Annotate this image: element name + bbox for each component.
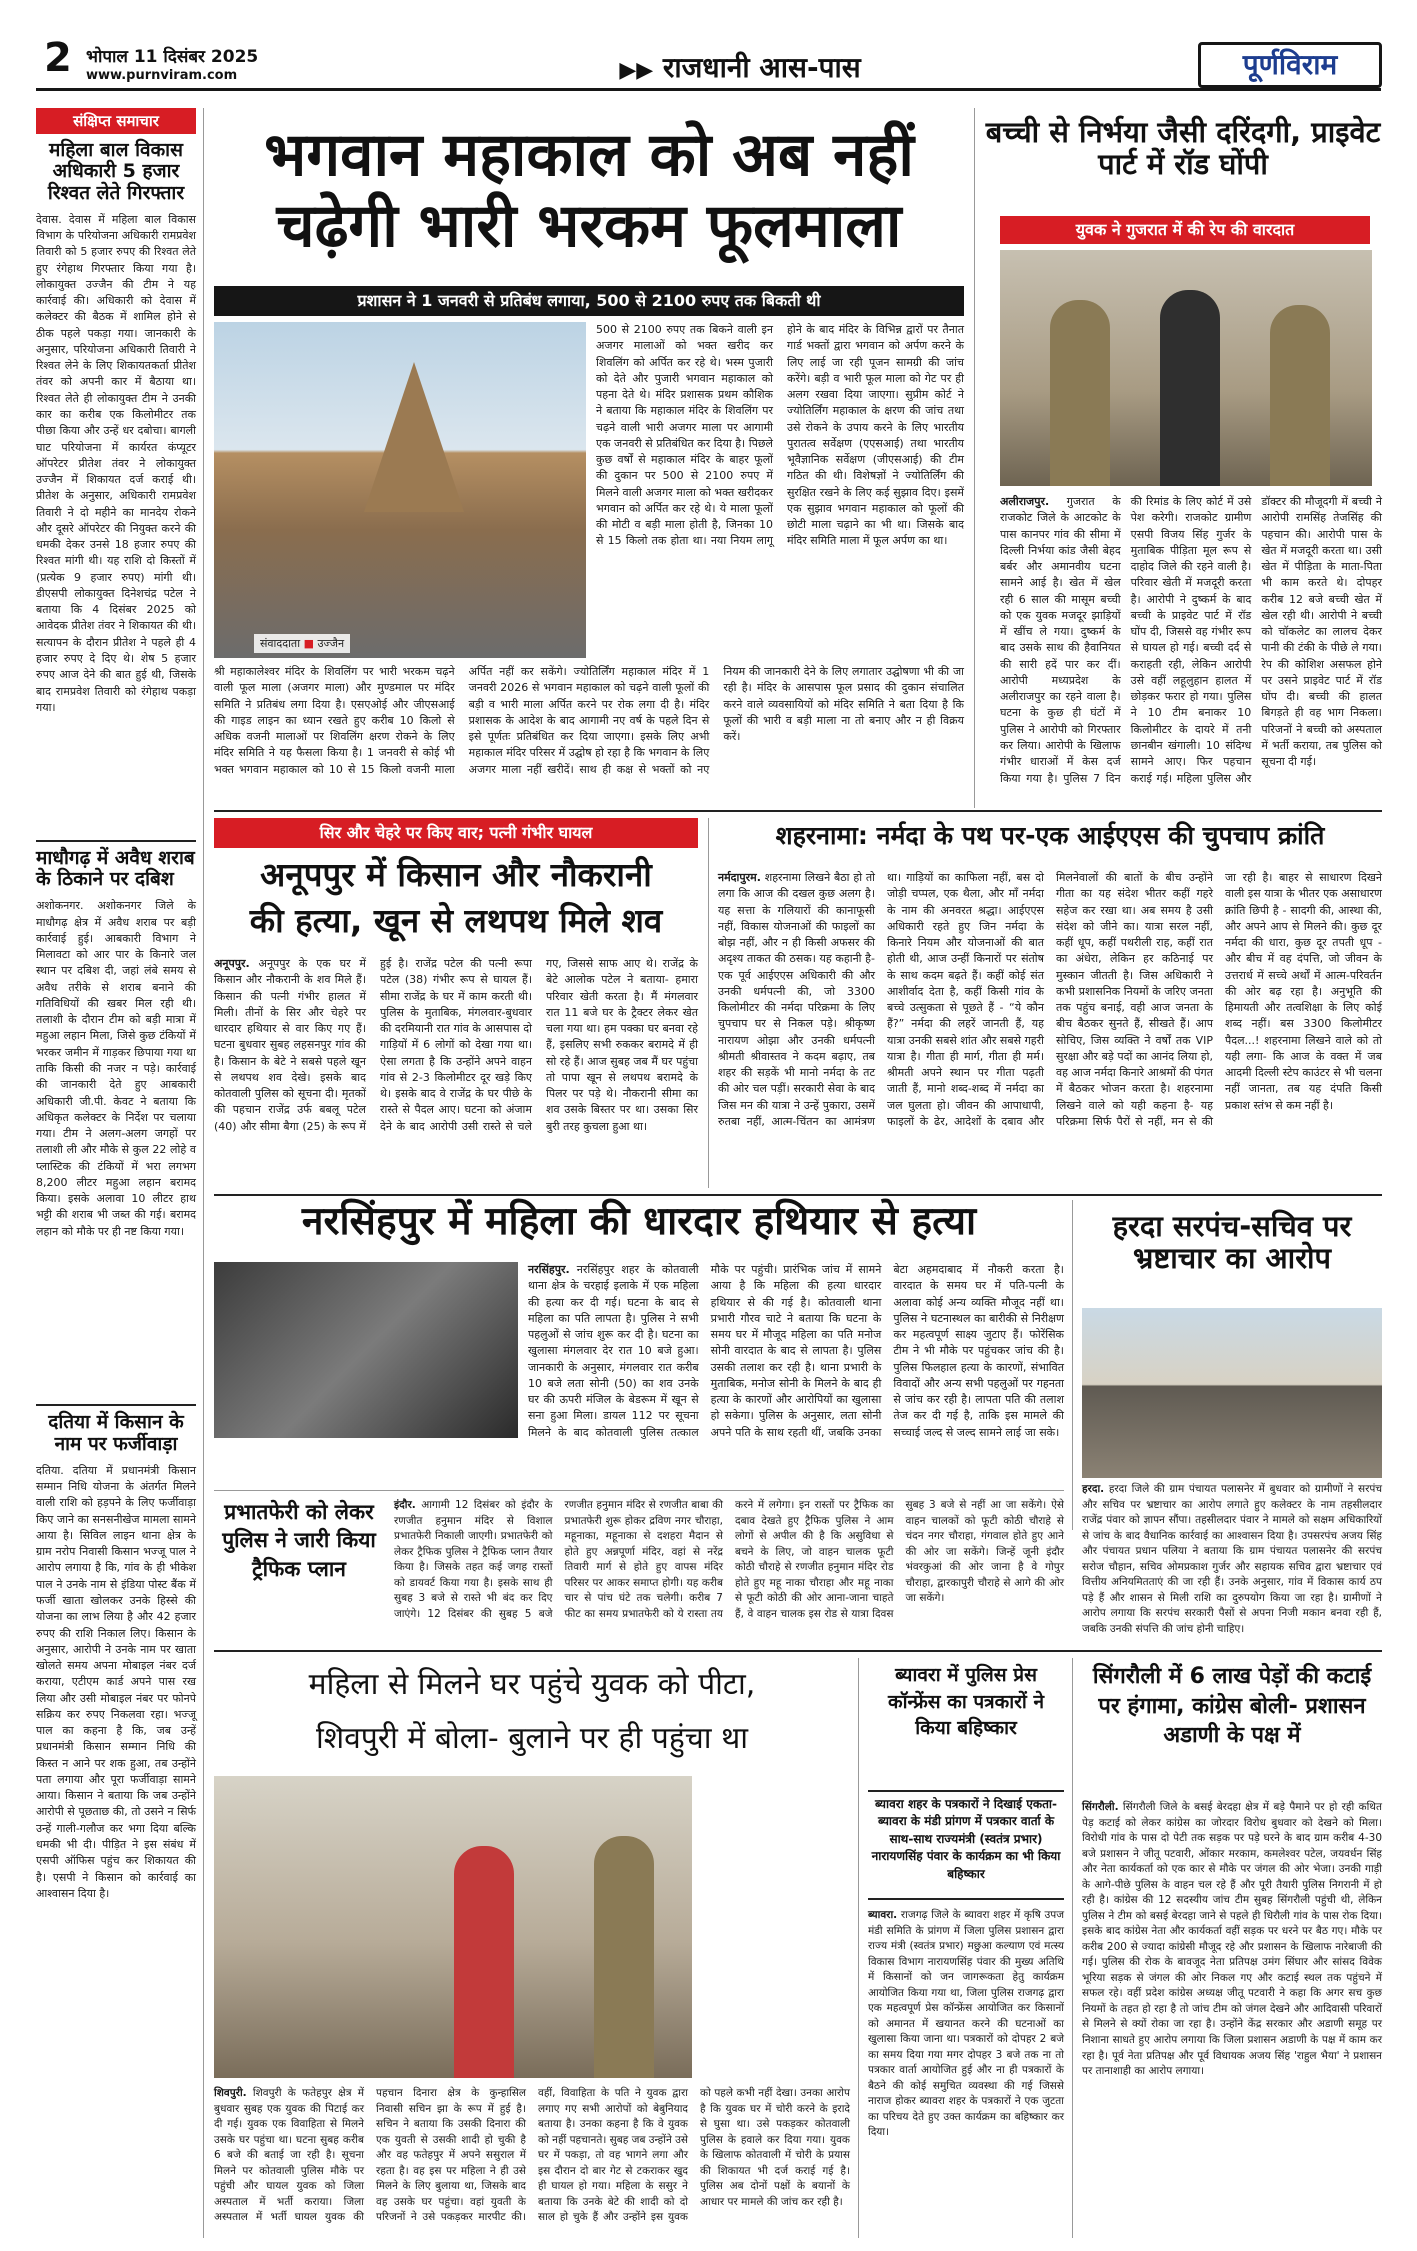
narmada-headline: शहरनामा: नर्मदा के पथ पर-एक आईएएस की चुपचाप क्रांति — [775, 821, 1325, 850]
police-officer-figure-icon — [594, 1836, 654, 2078]
nirbhaya-headline: बच्ची से निर्भया जैसी दरिंदगी, प्राइवेट पार्ट में रॉड घोंपी — [985, 115, 1381, 182]
section-label — [570, 48, 910, 88]
masthead — [0, 0, 1417, 96]
anuppur-body — [214, 956, 698, 1188]
sidebar-story-2-body: अशोकनगर. अशोकनगर जिले के माधौगढ़ क्षेत्र में अवैध शराब पर बड़ी कार्रवाई हुई। आबकारी विभाग ने मिलावटा को आर पार के किनारे जल स्थान पर दबिश दी, जहां लंबे समय से अवैध तरीके से शराब बनाने की गतिविधियों की खबर मिल रही थी। तलाशी के दौरान टीम को बड़ी मात्रा में महुआ लहान मिला, जिसे कुछ टंकियों में भरकर जमीन में गाड़कर छिपाया गया था ताकि किसी की नजर न पड़े। कार्रवाई की जानकारी देते हुए आबकारी अधिकारी जी.पी. केवट ने बताया कि अधिकृत कलेक्टर के निर्देश पर चलाया गया। टीम ने अलग-अलग जगहों पर तलाशी ली और मौके से कुल 22 लोहे व प्लास्टिक की टंकियों में भरा लगभग 8,200 लीटर महुआ लहान बरामद किया। इसके अलावा 10 लीटर हाथ भट्टी की शराब भी जब्त की गई। बरामद लहान को मौके पर ही नष्ट किया गया। — [36, 899, 196, 1238]
lead-subhead: प्रशासन ने 1 जनवरी से प्रतिबंध लगाया, 500 से 2100 रुपए तक बिकती थी — [214, 286, 964, 316]
logo — [1198, 42, 1382, 88]
horizontal-rule — [214, 810, 1382, 812]
lead-body-right: 500 से 2100 रुपए तक बिकने वाली इन अजगर मालाओं को भक्त खरीद कर शिवलिंग को अर्पित कर रहे थे। भस्म पुजारी को देते और पुजारी भगवान महाकाल को पहना देते थे। मंदिर प्रशासक प्रथम कौशिक ने बताया कि महाकाल मंदिर के शिवलिंग पर चढ़ने वाली भारी अजगर माला पर आगामी एक जनवरी से प्रतिबंधित कर दिया है। पिछले कुछ वर्षों से महाकाल मंदिर के बाहर फूलों की दुकान पर 500 से 2100 रुपए में मिलने वाली अजगर माला को भक्त खरीदकर भगवान को अर्पित कर रहे थे। ये माला फूलों की मोटी व बड़ी माला होती है, जिनका 10 से 15 किलो तक होता था। नया नियम लागू होने के बाद मंदिर के विभिन्न द्वारों पर तैनात गार्ड भक्तों द्वारा भगवान को अर्पण करने के लिए लाई जा रही पूजन सामग्री की जांच करेंगे। बड़ी व भारी फूल माला को गेट पर ही अलग रखवा दिया जाएगा। सुप्रीम कोर्ट ने ज्योतिर्लिंग महाकाल के क्षरण की जांच तथा उसे रोकने के उपाय करने के लिए भारतीय पुरातत्व सर्वेक्षण (एएसआई) तथा भारतीय भूवैज्ञानिक सर्वेक्षण (जीएसआई) की टीम गठित की थी। विशेषज्ञों ने ज्योतिर्लिंग की सुरक्षित रखने के लिए कई सुझाव दिए। इसमें एक सुझाव भगवान महाकाल को फूलों की छोटी माला चढ़ाने का भी था। जिसके बाद मंदिर समिति माला में फूल अर्पण का था। — [596, 323, 964, 548]
double-chevron-icon: ▶▶ — [619, 58, 654, 83]
anuppur-headline-line2: की हत्या, खून से लथपथ मिले शव — [249, 901, 663, 941]
prabhatferi-text: आगामी 12 दिसंबर को इंदौर के रणजीत हनुमान मंदिर से विशाल प्रभातफेरी निकाली जाएगी। प्रभातफेरी को लेकर ट्रैफिक पुलिस ने ट्रैफिक प्लान तैयार किया है। जिसके तहत कई जगह रास्तों को डायवर्ट किया गया है। इसके साथ ही सुबह 3 बजे से रास्ते भी बंद कर दिए जाएंगे। 12 दिसंबर की सुबह 5 बजे रणजीत हनुमान मंदिर से रणजीत बाबा की प्रभातफेरी शुरू होकर द्रविण नगर चौराहा, महूनाका, महूनाका से दशहरा मैदान से होते हुए अन्नपूर्णा मंदिर, वहां से नरेंद्र तिवारी मार्ग से होते हुए वापस मंदिर परिसर पर आकर समाप्त होगी। यह करीब चार से पांच घंटे तक चलेगी। करीब 7 फीट का समय प्रभातफेरी को ये रास्ता तय करने में लगेगा। इन रास्तों पर ट्रैफिक का दबाव देखते हुए ट्रैफिक पुलिस ने आम लोगों से अपील की है कि असुविधा से बचने के लिए, जो वाहन चालक फूटी कोठी चौराहे से रणजीत हनुमान मंदिर रोड होते हुए महू नाका चौराहा और महू नाका से फूटी कोठी की ओर आना-जाना चाहते हैं, वे वाहन चालक इस रोड से यात्रा दिवस सुबह 3 बजे से नहीं आ जा सकेंगे। ऐसे वाहन चालकों को फूटी कोठी चौराहे से चंदन नगर चौराहा, गंगवाल होते हुए आने की ओर जा सकेंगे। जिन्हें जूनी इंदौर भंवरकुआं की ओर जाना है वे गोपुर चौराहा, द्वारकापुरी चौराहे से आगे की ओर जा सकेंगे। — [394, 1499, 1064, 1620]
anuppur-headline — [214, 852, 698, 950]
lead-photo-caption — [254, 634, 350, 653]
beawar-body — [868, 1908, 1064, 2236]
sidebar-story-1-body: देवास. देवास में महिला बाल विकास विभाग के परियोजना अधिकारी रामप्रवेश तिवारी को 5 हजार रुपए की रिश्वत लेते हुए रंगेहाथ गिरफ्तार किया गया है। लोकायुक्त उज्जैन की टीम ने यह कार्रवाई की। अधिकारी को देवास में कलेक्टर की बैठक में शामिल होने से ठीक पहले पकड़ा गया। जानकारी के अनुसार, परियोजना अधिकारी तिवारी ने रिश्वत लेने के लिए शिकायतकर्ता प्रीतेश तंवर को अपनी कार में बैठाया था। रिश्वत लेते ही लोकायुक्त टीम ने उनकी कार का करीब एक किलोमीटर तक पीछा किया और उन्हें धर दबोचा। बागली घाट परियोजना में कार्यरत कंप्यूटर ऑपरेटर प्रीतेश तंवर ने लोकायुक्त उज्जैन में शिकायत दर्ज कराई थी। प्रीतेश के अनुसार, अधिकारी रामप्रवेश तिवारी ने दो महीने का मानदेय रोकने और दूसरे ऑपरेटर की नियुक्त करने की धमकी देकर उनसे 18 हजार रुपए की रिश्वत मांगी थी। यह राशि दो किस्तों में (प्रत्येक 9 हजार रुपए) मांगी थी। डीएसपी लोकायुक्त दिनेशचंद्र पटेल ने बताया कि 4 दिसंबर 2025 को आवेदक प्रीतेश तंवर ने शिकायत की थी। सत्यापन के दौरान प्रीतेश ने पहले ही 4 हजार रुपए दे दिए थे। शेष 5 हजार रुपए आज देने की बात हुई थी, जिसके बाद रामप्रवेश तिवारी को रंगेहाथ पकड़ा गया। — [36, 212, 196, 714]
lead-body-left: श्री महाकालेश्वर मंदिर के शिवलिंग पर भारी भरकम चढ़ने वाली फूल माला (अजगर माला) और मुण्डमाल पर मंदिर समिति ने प्रतिबंध लगा दिया है। एसएओई और जीएसआई की गाइड लाइन का ध्यान रखते हुए करीब 10 किलो से अधिक वजनी मालाओं पर शिवलिंग क्षरण रोकने के लिए मंदिर समिति ने यह फैसला किया है। 1 जनवरी से कोई भी भक्त भगवान महाकाल को 10 से 15 किलो वजनी माला अर्पित नहीं कर सकेंगे। ज्योतिर्लिंग महाकाल मंदिर में 1 जनवरी 2026 से भगवान महाकाल को चढ़ने वाली फूलों की बड़ी व भारी माला अर्पित करने पर रोक लगा दी है। मंदिर प्रशासक के आदेश के बाद आगामी नए वर्ष के पहले दिन से इसे पूर्णतः प्रतिबंधित कर दिया जाएगा। इसके लिए अभी महाकाल मंदिर परिसर में उद्घोष हो रहा है कि भगवान के लिए अजगर माला नहीं खरीदें। साथ ही कक्ष से भक्तों को नए नियम की जानकारी देने के लिए लगातार उद्घोषणा भी की जा रही है। मंदिर के आसपास फूल प्रसाद की दुकान संचालित करने वाले व्यवसायियों को मंदिर समिति ने बता दिया है कि फूलों की भारी व बड़ी माला ना तो बनाए और न ही विक्रय करें। — [214, 665, 964, 776]
column-rule — [1072, 1200, 1073, 1530]
narmada-text: शहरनामा लिखने बैठा हो तो लगा कि आज की दखल कुछ अलग है। यह सत्ता के गलियारों की कानाफूसी नहीं, विकास योजनाओं की फाइलों का बोझ नहीं, और न ही किसी अफसर की अदृश्य ताकत की ठसक। यह कहानी है-एक पूर्व आईएएस अधिकारी की और उनकी धर्मपत्नी की, जो 3300 किलोमीटर की नर्मदा परिक्रमा के लिए चुपचाप घर से निकल पड़े। श्रीकृष्ण नारायण ओझा और उनकी धर्मपत्नी श्रीमती श्रीवास्तव ने कदम बढ़ाए, तब शहर की सड़कें भी मानो नर्मदा के तट की ओर चल पड़ीं। सरकारी सेवा के बाद जिस मन की यात्रा ने उन्हें पुकारा, उसमें रुतबा नहीं, आत्म-चिंतन का आमंत्रण था। गाड़ियों का काफिला नहीं, बस दो जोड़ी चप्पल, एक थैला, और माँ नर्मदा के नाम की अनवरत श्रद्धा। आईएएस अधिकारी रहते हुए जिन नर्मदा के किनारे नियम और योजनाओं की बात होती थी, आज उन्हीं किनारों पर संतोष के साथ कदम बढ़ते हैं। कहीं कोई संत आशीर्वाद देता है, कहीं किसी गांव के बच्चे उत्सुकता से पूछते हैं - “ये कौन हैं?” नर्मदा की लहरें जानती हैं, यह यात्रा उनकी सबसे शांत और सबसे गहरी यात्रा है। गीता ही मार्ग, गीता ही मर्म। श्रीमती अपने स्थान पर गीता पढ़ती जाती हैं, मानो शब्द-शब्द में नर्मदा का जल घुलता हो। जीवन की आपाधापी, फाइलों के ढेर, आदेशों के दबाव और मिलनेवालों की बातों के बीच उन्होंने गीता का यह संदेश भीतर कहीं गहरे सहेज कर रखा था। अब समय है उसी संदेश को जीने का। यात्रा सरल नहीं, कहीं धूप, कहीं पथरीली राह, कहीं रात का अंधेरा, लेकिन हर कठिनाई पर मुस्कान जीतती है। जिस अधिकारी ने कभी प्रशासनिक नियमों के जरिए जनता तक पहुंच बनाई, वही आज जनता के बीच बैठकर सुनते हैं, सीखते हैं। आप सोचिए, जिस व्यक्ति ने वर्षों तक VIP सुरक्षा और बड़े पदों का आनंद लिया हो, वह आज नर्मदा किनारे आश्रमों की पंगत में बैठकर भोजन करता है। शहरनामा लिखने वाले को यही कहना है- यह परिक्रमा सिर्फ पैरों से नहीं, मन से की जा रही है। बाहर से साधारण दिखने वाली इस यात्रा के भीतर एक असाधारण क्रांति छिपी है - सादगी की, आस्था की, और अपने आप से मिलने की। कुछ दूर नर्मदा की धारा, कुछ दूर तपती धूप - और बीच में वह दंपत्ति, जो जीवन के उत्तरार्ध में सच्चे अर्थों में आत्म-परिवर्तन की ओर बढ़ रहा है। अनुभूति की हिमायती और तत्वशिक्षा के लिए कोई शब्द नहीं। बस 3300 किलोमीटर पैदल...! शहरनामा लिखने वाले को तो यही लगा- कि आज के वक्त में जब आदमी दिल्ली स्टेप काउंटर से भी चलना नहीं जानता, तब यह दंपति किसी प्रकाश स्तंभ से कम नहीं है। — [718, 871, 1382, 1128]
masthead-website[interactable]: www.purnviram.com — [86, 68, 238, 83]
accused-figure-icon — [1160, 290, 1220, 486]
beawar-text: राजगढ़ जिले के ब्यावरा शहर में कृषि उपज मंडी समिति के प्रांगण में जिला पुलिस प्रशासन द्वारा राज्य मंत्री (स्वतंत्र प्रभार) मछुआ कल्याण एवं मत्स्य विकास विभाग नारायणसिंह पंवार की मुख्य अतिथि में किसानों को जन जागरूकता हेतु कार्यक्रम आयोजित किया गया था, जिला पुलिस राजगढ़ द्वारा एक महत्वपूर्ण प्रेस कॉन्फ्रेंस आयोजित कर किसानों को अमानत में खयानत करने की घटनाओं का खुलासा किया जाना था। पत्रकारों को दोपहर 2 बजे का समय दिया गया मगर दोपहर 3 बजे तक ना तो पत्रकार वार्ता आयोजित हुई और ना ही पत्रकारों के बैठने की कोई समुचित व्यवस्था की गई जिससे नाराज होकर ब्यावरा शहर के पत्रकारों ने एक जुटता का परिचय देते हुए उक्त कार्यक्रम का बहिष्कार कर दिया। — [868, 1909, 1065, 2139]
narmada-dateline: नर्मदापुरम. — [718, 871, 761, 884]
sidebar-story-3-body: दतिया. दतिया में प्रधानमंत्री किसान सम्मान निधि योजना के अंतर्गत मिलने वाली राशि को हड़पने के लिए फर्जीवाड़ा किए जाने का सनसनीखेज मामला सामने आया है। सिविल लाइन थाना क्षेत्र के ग्राम नरोप निवासी किसान भज्जू पाल ने आरोप लगाया है कि, गांव के ही भीकेश पाल ने उनके नाम से इंडिया पोस्ट बैंक में फर्जी खाता खोलकर उनके हिस्से की योजना का लाभ लिया है और 42 हजार रुपए की राशि निकाल लिए। किसान के अनुसार, आरोपी ने उनके नाम पर खाता खोलते समय अपना मोबाइल नंबर दर्ज कराया, एटीएम कार्ड अपने पास रख लिया और उसी मोबाइल नंबर पर फोनपे सक्रिय कर रुपए निकलवा रहा। भज्जू पाल का कहना है कि, जब उन्हें प्रधानमंत्री किसान सम्मान निधि की किस्त न आने पर शक हुआ, तब उन्होंने पता लगाया और पूरा फर्जीवाड़ा सामने आया। किसान ने बताया कि जब उन्होंने आरोपी से पूछताछ की, तो उसने न सिर्फ उन्हें गाली-गलौज कर भगा दिया बल्कि धमकी भी दी। पीड़ित ने इस संबंध में एसपी ऑफिस पहुंच कर शिकायत की है। एसपी ने किसान को कार्रवाई का आश्वासन दिया है। — [36, 1463, 196, 1900]
masthead-rule — [36, 88, 1381, 91]
sidebar-story-3-headline: दतिया में किसान के नाम पर फर्जीवाड़ा — [48, 1411, 184, 1455]
police-officer-figure-icon — [1270, 305, 1330, 486]
page-number: 2 — [44, 35, 72, 81]
nirbhaya-kicker: युवक ने गुजरात में की रेप की वारदात — [1000, 216, 1370, 244]
nirbhaya-text: गुजरात के राजकोट जिले के आटकोट के पास कानपर गांव की सीमा में दिल्ली निर्भया कांड जैसी बेहद बर्बर और अमानवीय घटना सामने आई है। खेत में खेल रही 6 साल की मासूम बच्ची को एक युवक मजदूर झाड़ियों में खींच ले गया। दुष्कर्म के बाद उसके साथ की हैवानियत की सारी हदें पार कर दीं। आरोपी मध्यप्रदेश के अलीराजपुर का रहने वाला है। घटना के कुछ ही घंटों में पुलिस ने आरोपी को गिरफ्तार कर लिया। आरोपी के खिलाफ गंभीर धाराओं में केस दर्ज किया गया है। पुलिस 7 दिन की रिमांड के लिए कोर्ट में उसे पेश करेगी। राजकोट ग्रामीण एसपी विजय सिंह गुर्जर के मुताबिक पीड़िता मूल रूप से दाहोद जिले की रहने वाली है। परिवार खेती में मजदूरी करता है। आरोपी ने दुष्कर्म के बाद बच्ची के प्राइवेट पार्ट में रॉड घोंप दी, जिससे वह गंभीर रूप से घायल हो गई। बच्ची दर्द से कराहती रही, लेकिन आरोपी उसे वहीं लहूलुहान हालत में छोड़कर फरार हो गया। पुलिस ने 10 टीम बनाकर 10 किलोमीटर के दायरे में तनी छानबीन खंगाली। 10 संदिग्ध सामने आए। फिर पहचान कराई गई। महिला पुलिस और डॉक्टर की मौजूदगी में बच्ची ने आरोपी रामसिंह तेजसिंह की पहचान की। आरोपी पास के खेत में मजदूरी करता था। उसी खेत में पीड़िता के माता-पिता भी काम करते थे। दोपहर करीब 12 बजे बच्ची खेत में खेल रही थी। आरोपी ने बच्ची को चॉकलेट का लालच देकर पानी की टंकी के पीछे ले गया। रेप की कोशिश असफल होने पर उसने प्राइवेट पार्ट में रॉड घोंप दी। बच्ची की हालत बिगड़ते ही वह भाग निकला। परिजनों ने बच्ची को अस्पताल में भर्ती कराया, तब पुलिस को सूचना दी गई। — [1000, 495, 1382, 785]
harda-body — [1082, 1482, 1382, 1635]
sidebar-rule — [203, 108, 204, 2238]
prabhatferi-body — [394, 1498, 1064, 1644]
lead-rule — [974, 108, 975, 808]
divider — [36, 1404, 196, 1406]
lead-headline-line1: भगवान महाकाल को अब नहीं — [264, 120, 914, 190]
sidebar-story-2-headline: माधौगढ़ में अवैध शराब के ठिकाने पर दबिश — [36, 846, 195, 891]
shivpuri-headline-line2: शिवपुरी में बोला- बुलाने पर ही पहुंचा था — [315, 1721, 749, 1756]
harda-photo — [1082, 1308, 1382, 1478]
horizontal-rule — [214, 1650, 1382, 1652]
narsinghpur-dateline: नरसिंहपुर. — [528, 1263, 570, 1276]
lead-headline-line2: चढ़ेगी भारी भरकम फूलमाला — [276, 190, 902, 261]
caption-label: संवाददाता — [260, 637, 301, 650]
harda-text: हरदा जिले की ग्राम पंचायत पलासनेर में बुधवार को ग्रामीणों ने सरपंच और सचिव पर भ्रष्टाचार का आरोप लगाते हुए कलेक्टर के नाम तहसीलदार राजेंद्र पंवार को ज्ञापन सौंपा। तहसीलदार पंवार ने मामले को सक्षम अधिकारियों से जांच के बाद वैधानिक कार्रवाई का आश्वासन दिया है। उपसरपंच अजय सिंह और पंचायत प्रधान पलिया ने बताया कि ग्राम पंचायत पलासनेर की सरपंच सरोज चौहान, सचिव ओमप्रकाश गुर्जर और सहायक सचिव द्वारा भ्रष्टाचार एवं वित्तीय अनियमितताएं की जा रही हैं। उनके अनुसार, गांव में विकास कार्य ठप पड़े हैं और शासन से मिली राशि का दुरुपयोग किया जा रहा है। ग्रामीणों ने आरोप लगाया कि सरपंच सरकारी पैसों से अपना निजी मकान बनवा रही हैं, जबकि उनकी संपत्ति की जांच होनी चाहिए। — [1082, 1483, 1382, 1635]
section-label-text: राजधानी आस-पास — [662, 51, 861, 84]
beawar-kicker: ब्यावरा शहर के पत्रकारों ने दिखाई एकता-ब्यावरा के मंडी प्रांगण में पत्रकार वार्ता के साथ-साथ राज्यमंत्री (स्वतंत्र प्रभार) नारायणसिंह पंवार के कार्यक्रम का भी किया बहिष्कार — [868, 1790, 1064, 1900]
lead-photo — [214, 322, 586, 658]
beawar-dateline: ब्यावरा. — [868, 1909, 898, 1921]
narsinghpur-photo-caption — [214, 1444, 518, 1486]
sidebar-header: संक्षिप्त समाचार — [36, 108, 196, 134]
horizontal-rule — [214, 1194, 1382, 1196]
nirbhaya-photo — [1000, 250, 1372, 486]
column-rule — [858, 1658, 859, 2238]
nirbhaya-dateline: अलीराजपुर. — [1000, 495, 1050, 508]
shivpuri-photo — [214, 1776, 692, 2078]
singrauli-headline: सिंगरौली में 6 लाख पेड़ों की कटाई पर हंगामा, कांग्रेस बोली- प्रशासन अडाणी के पक्ष में — [1092, 1664, 1372, 1749]
masthead-date: भोपाल 11 दिसंबर 2025 — [86, 47, 259, 67]
divider — [36, 840, 196, 842]
police-officer-figure-icon — [1050, 300, 1110, 486]
shivpuri-body-side — [700, 1776, 850, 2078]
anuppur-kicker: सिर और चेहरे पर किए वार; पत्नी गंभीर घायल — [214, 818, 698, 848]
logo-text: पूर्णविराम — [1242, 48, 1338, 81]
lead-headline — [214, 120, 964, 280]
harda-headline: हरदा सरपंच-सचिव पर भ्रष्टाचार का आरोप — [1112, 1209, 1352, 1276]
sidebar — [36, 108, 196, 2238]
column-rule — [708, 818, 709, 1188]
shivpuri-headline — [214, 1658, 850, 1770]
anuppur-dateline: अनूपपुर. — [214, 957, 250, 970]
sidebar-story-1-headline: महिला बाल विकास अधिकारी 5 हजार रिश्वत लेते गिरफ्तार — [47, 139, 185, 204]
narsinghpur-headline: नरसिंहपुर में महिला की धारदार हथियार से हत्या — [301, 1199, 977, 1244]
singrauli-text: सिंगरौली जिले के बसई बेरदहा क्षेत्र में बड़े पैमाने पर हो रही कथित पेड़ कटाई को लेकर कांग्रेस का जोरदार विरोध बुधवार को देखने को मिला। विरोधी गांव के पास दो पेटी तक सड़क पर पड़े घरने के बाद ग्राम करीब 4-30 बजे प्रशासन ने जीतू पटवारी, ओंकार मरकाम, कमलेश्वर पटेल, जयवर्धन सिंह और नेता कार्यकर्ता को एक कार से मौके पर जंगल की ओर भेजा। उनकी गाड़ी के आगे-पीछे पुलिस के वाहन चल रहे हैं और पूरी तैयारी पुलिस निगरानी में हो रही है। कांग्रेस की 12 सदस्यीय जांच टीम सुबह सिंगरौली पहुंची थी, लेकिन पुलिस ने टीम को बसई बेरदहा जाने से पहले ही धिरौली गांव के पास रोक दिया। इसके बाद कांग्रेस नेता और कार्यकर्ता वहीं सड़क पर धरने पर बैठ गए। मौके पर करीब 200 से ज्यादा कांग्रेसी मौजूद रहे और प्रशासन के खिलाफ नारेबाजी की गई। पुलिस की रोक के बावजूद नेता प्रतिपक्ष उमंग सिंघार और सांसद विवेक भूरिया सड़क से जंगल की ओर निकल गए और कटाई स्थल तक पहुंचने में सफल रहे। वहीं प्रदेश कांग्रेस अध्यक्ष जीतू पटवारी ने कहा कि अगर सच कुछ नियमों के तहत हो रहा है तो जांच टीम को जंगल देखने और आदिवासी परिवारों से मिलने से क्यों रोका जा रहा है। उन्होंने केंद्र सरकार और अडाणी समूह पर निशाना साधते हुए आरोप लगाया कि जिला प्रशासन अडाणी के पक्ष में काम कर रहा है। पूर्व नेता प्रतिपक्ष और पूर्व विधायक अजय सिंह 'राहुल भैया' ने प्रशासन पर तानाशाही का आरोप लगाया। — [1082, 1801, 1382, 2078]
prabhatferi-dateline: इंदौर. — [394, 1499, 416, 1511]
injured-man-figure-icon — [454, 1846, 514, 2078]
column-rule — [1072, 1658, 1073, 2238]
narsinghpur-photo — [214, 1262, 518, 1438]
beawar-headline: ब्यावरा में पुलिस प्रेस कॉन्फ्रेंस का पत्रकारों ने किया बहिष्कार — [888, 1664, 1044, 1740]
anuppur-text: अनूपपुर के एक घर में किसान और नौकरानी के शव मिले हैं। किसान की पत्नी गंभीर हालत में मिली। तीनों के सिर और चेहरे पर धारदार हथियार से वार किए गए हैं। घटना बुधवार सुबह लहसनपुर गांव की है। किसान के बेटे ने सबसे पहले खून से लथपथ शव देखे। इसके बाद कोतवाली पुलिस को सूचना दी। मृतकों की पहचान राजेंद्र उर्फ बबलू पटेल (40) और सीमा बैगा (25) के रूप में हुई है। राजेंद्र पटेल की पत्नी रूपा पटेल (38) गंभीर रूप से घायल हैं। सीमा राजेंद्र के घर में काम करती थी। पुलिस के मुताबिक, मंगलवार-बुधवार की दरमियानी रात गांव के आसपास दो गाड़ियों में 6 लोगों को देखा गया था। ऐसा लगता है कि उन्होंने अपने वाहन गांव से 2-3 किलोमीटर दूर खड़े किए थे। इसके बाद वे राजेंद्र के घर पीछे के रास्ते से पैदल आए। घटना को अंजाम देने के बाद आरोपी उसी रास्ते से चले गए, जिससे साफ आए थे। राजेंद्र के बेटे आलोक पटेल ने बताया- हमारा परिवार खेती करता है। मैं मंगलवार रात 11 बजे घर के ट्रैक्टर लेकर खेत चला गया था। हम पक्का घर बनवा रहे हैं, इसलिए सभी रुककर बरामदे में ही सो रहे हैं। आज सुबह जब मैं घर पहुंचा तो पापा खून से लथपथ बरामदे के पिलर पर पड़े थे। नौकरानी सीमा का शव उसके बिस्तर पर था। उसका सिर बुरी तरह कुचला हुआ था। — [214, 957, 698, 1133]
shivpuri-text: शिवपुरी के फतेहपुर क्षेत्र में बुधवार सुबह एक युवक की पिटाई कर दी गई। युवक एक विवाहिता से मिलने उसके घर पहुंचा था। घटना सुबह करीब 6 बजे की बताई जा रही है। सूचना मिलने पर कोतवाली पुलिस मौके पर पहुंची और घायल युवक को जिला अस्पताल में भर्ती कराया। जिला अस्पताल में भर्ती घायल युवक की पहचान दिनारा क्षेत्र के कुन्हासिल निवासी सचिन झा के रूप में हुई है। सचिन ने बताया कि उसकी दिनारा की एक युवती से उसकी शादी हो चुकी है और वह फतेहपुर में अपने ससुराल में रहता है। वह इस पर महिला ने ही उसे मिलने के लिए बुलाया था, जिसके बाद वह उसके घर पहुंचा। वहां युवती के परिजनों ने उसे पकड़कर मारपीट की। वहीं, विवाहिता के पति ने युवक द्वारा लगाए गए सभी आरोपों को बेबुनियाद बताया है। उनका कहना है कि वे युवक को नहीं पहचानते। सुबह जब उन्होंने उसे घर में पकड़ा, तो वह भागने लगा और इस दौरान दो बार गेट से टकराकर खुद ही घायल हो गया। महिला के ससुर ने बताया कि उनके बेटे की शादी को दो साल हो चुके हैं और उन्होंने इस युवक को पहले कभी नहीं देखा। उनका आरोप है कि युवक घर में चोरी करने के इरादे से घुसा था। उसे पकड़कर कोतवाली पुलिस के हवाले कर दिया गया। युवक के खिलाफ कोतवाली में चोरी के प्रयास की शिकायत भी दर्ज कराई गई है। पुलिस अब दोनों पक्षों के बयानों के आधार पर मामले की जांच कर रही है। — [214, 2087, 850, 2224]
caption-square-icon: ■ — [303, 637, 314, 650]
narsinghpur-text: नरसिंहपुर शहर के कोतवाली थाना क्षेत्र के चरहाई इलाके में एक महिला की हत्या कर दी गई। घटना के बाद से महिला का पति लापता है। पुलिस ने सभी पहलुओं से जांच शुरू कर दी है। घटना का खुलासा मंगलवार देर रात 10 बजे हुआ। जानकारी के अनुसार, मंगलवार रात करीब 10 बजे लता सोनी (50) का शव उनके घर की ऊपरी मंजिल के बेडरूम में खून से सना हुआ मिला। डायल 112 पर सूचना मिलने के बाद कोतवाली पुलिस तत्काल मौके पर पहुंची। प्रारंभिक जांच में सामने आया है कि महिला की हत्या धारदार हथियार से की गई है। कोतवाली थाना प्रभारी गौरव चाटे ने बताया कि घटना के समय घर में मौजूद महिला का पति मनोज सोनी वारदात के बाद से लापता है। पुलिस उसकी तलाश कर रही है। थाना प्रभारी के मुताबिक, मनोज सोनी के मिलने के बाद ही हत्या के कारणों और आरोपियों का खुलासा हो सकेगा। पुलिस के अनुसार, लता सोनी अपने पति के साथ रहती थीं, जबकि उनका बेटा अहमदाबाद में नौकरी करता है। वारदात के समय घर में पति-पत्नी के अलावा कोई अन्य व्यक्ति मौजूद नहीं था। पुलिस ने घटनास्थल का बारीकी से निरीक्षण कर महत्वपूर्ण साक्ष्य जुटाए हैं। फोरेंसिक टीम ने भी मौके पर पहुंचकर जांच की है। पुलिस फिलहाल हत्या के कारणों, संभावित विवादों और अन्य सभी पहलुओं पर गहनता से जांच कर रही है। लापता पति की तलाश तेज कर दी गई है, ताकि इस मामले की सच्चाई जल्द से जल्द सामने लाई जा सके। — [528, 1263, 1064, 1439]
caption-place: उज्जैन — [317, 637, 345, 650]
harda-dateline: हरदा. — [1082, 1483, 1105, 1495]
narmada-body — [718, 870, 1382, 1188]
shivpuri-dateline: शिवपुरी. — [214, 2087, 247, 2099]
horizontal-rule — [214, 1490, 1064, 1491]
singrauli-dateline: सिंगरौली. — [1082, 1801, 1119, 1813]
shivpuri-headline-line1: महिला से मिलने घर पहुंचे युवक को पीटा, — [308, 1667, 756, 1702]
prabhatferi-headline: प्रभातफेरी को लेकर पुलिस ने जारी किया ट्रैफिक प्लान — [222, 1500, 376, 1581]
narsinghpur-caption-note — [214, 1445, 217, 1456]
shivpuri-body — [214, 2086, 850, 2236]
temple-photo-icon — [364, 362, 464, 512]
anuppur-headline-line1: अनूपपुर में किसान और नौकरानी — [260, 855, 652, 894]
shivpuri-side-note — [700, 1777, 703, 1789]
singrauli-body — [1082, 1800, 1382, 2236]
nirbhaya-body — [1000, 494, 1382, 804]
narsinghpur-body — [528, 1262, 1064, 1486]
